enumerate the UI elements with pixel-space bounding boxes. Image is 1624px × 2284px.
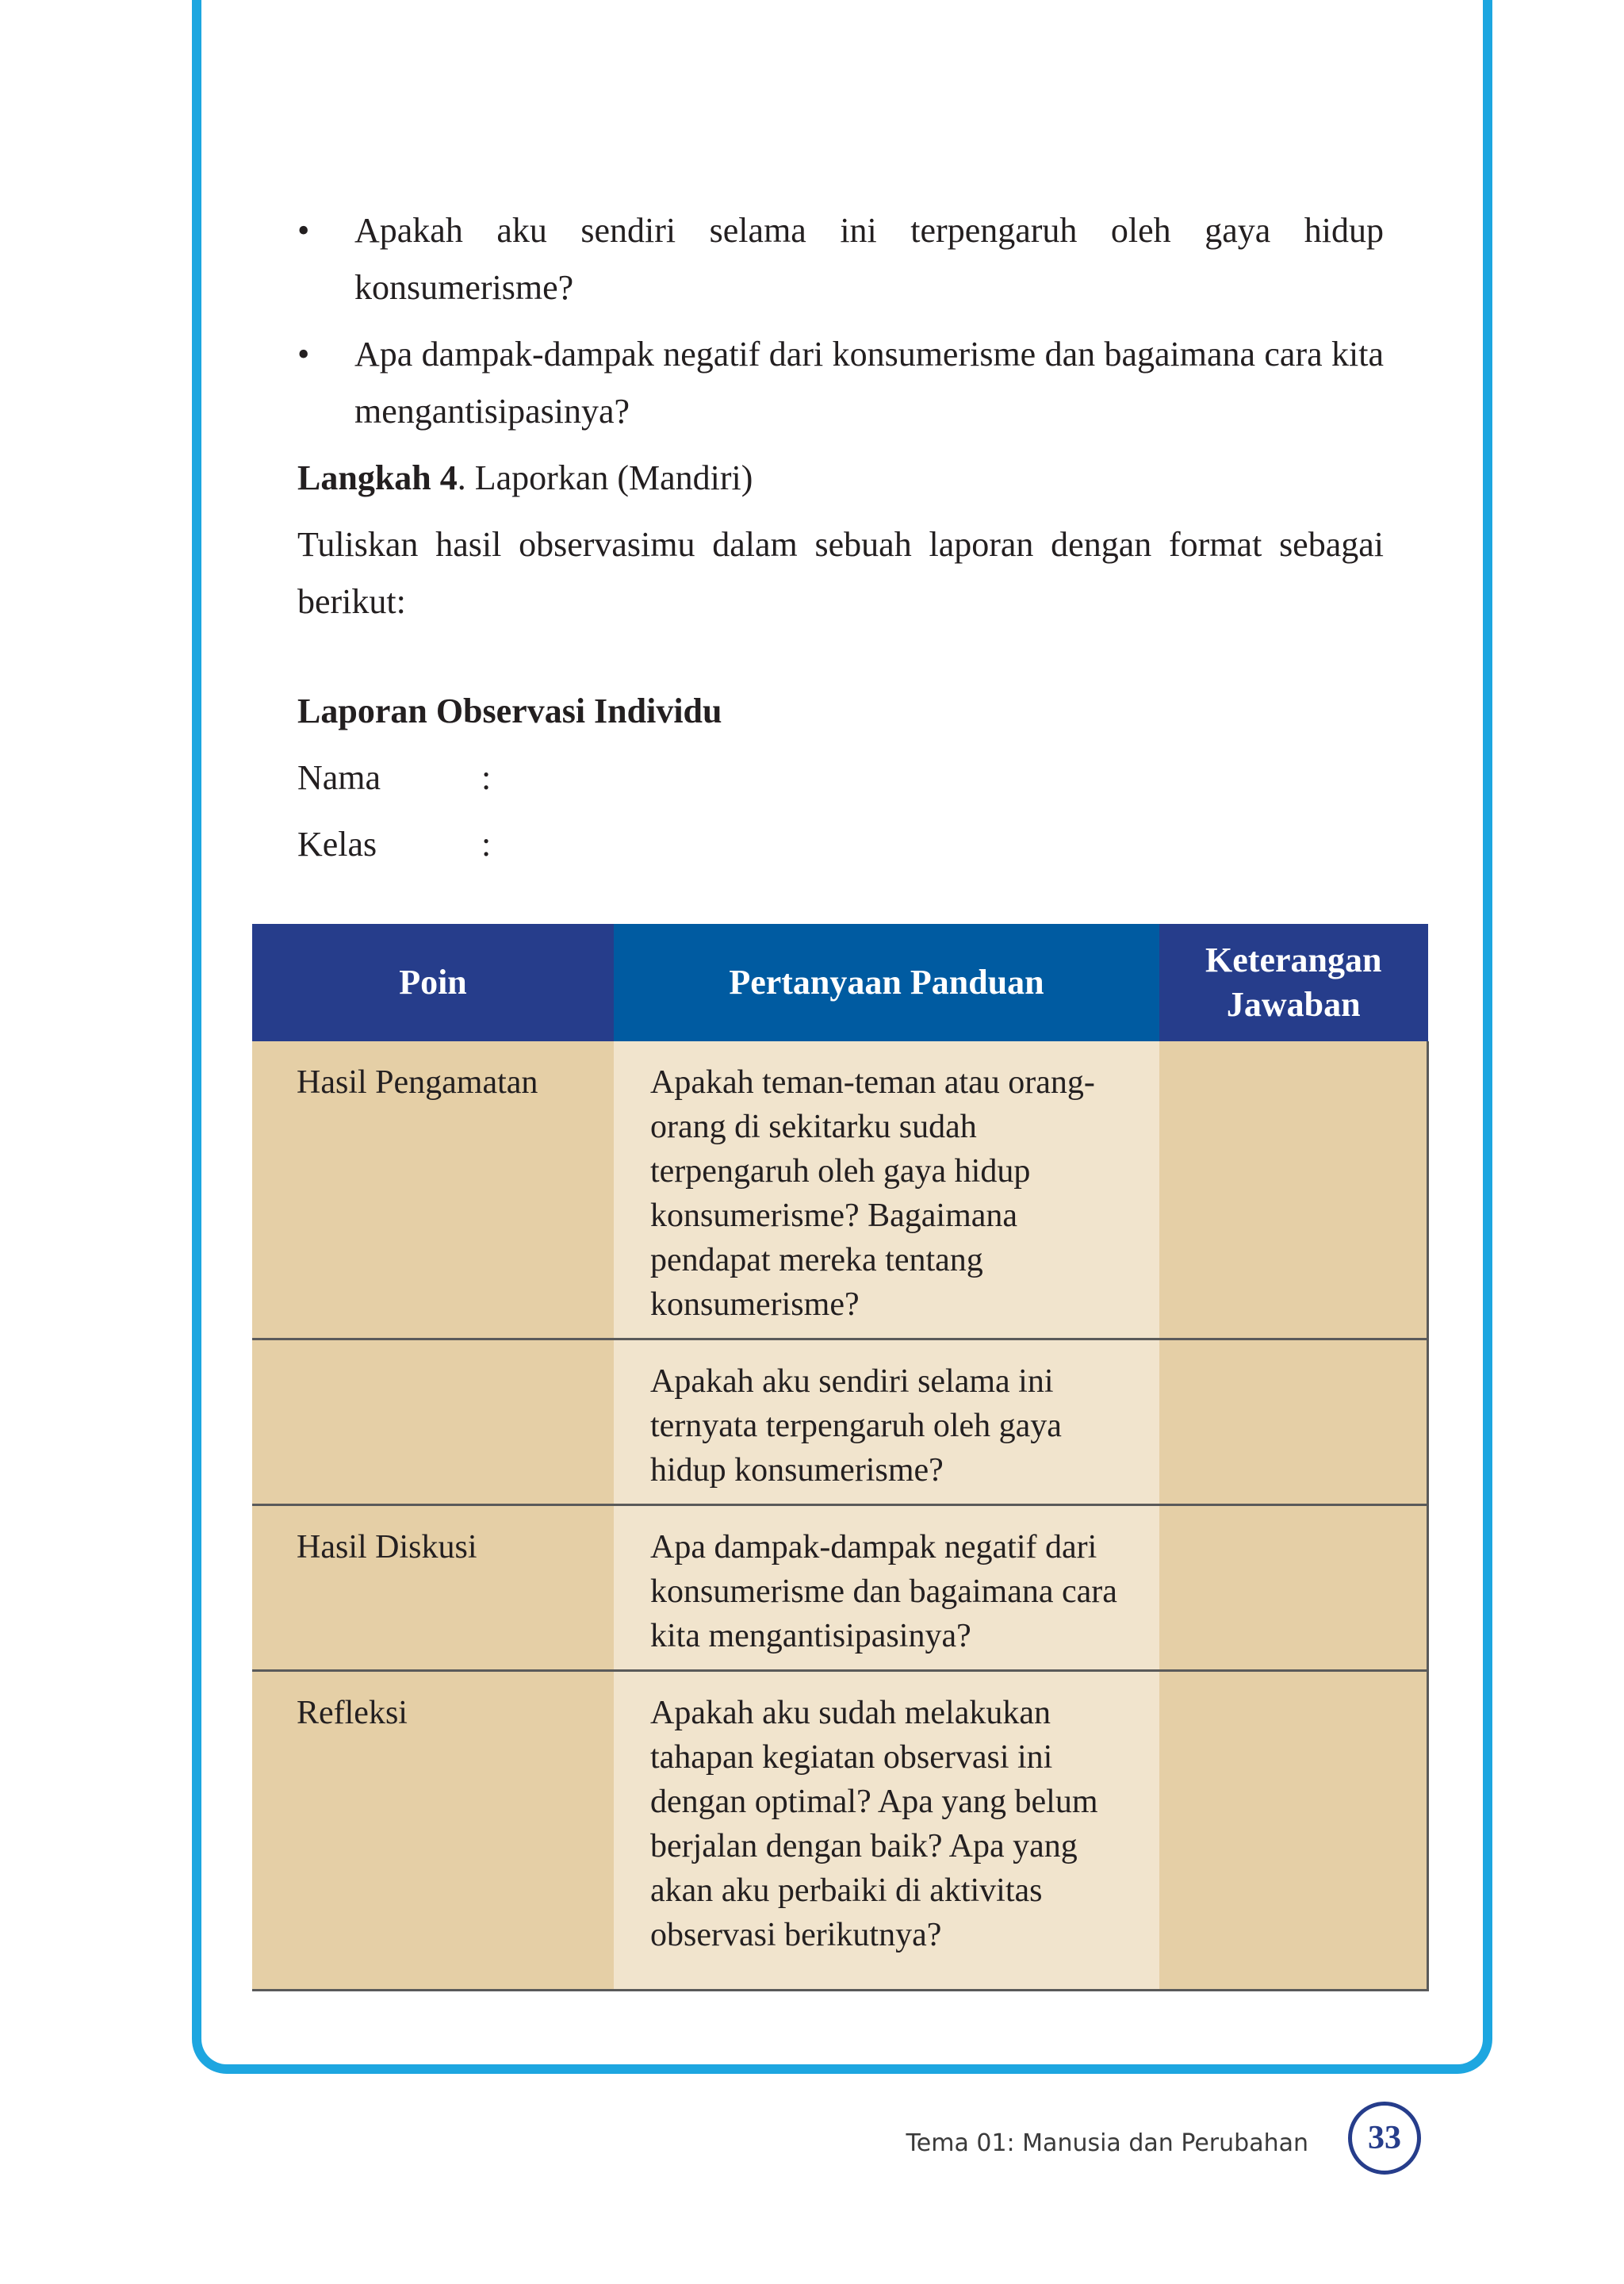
step-heading xyxy=(297,450,1384,507)
class-field xyxy=(297,816,1384,873)
report-title: Laporan Observasi Individu xyxy=(297,692,722,730)
answer-cell[interactable] xyxy=(1159,1339,1428,1505)
instruction-text: Tuliskan hasil observasimu dalam sebuah laporan dengan format sebagai berikut: xyxy=(297,525,1384,621)
page-number: 33 xyxy=(1348,2102,1421,2175)
bullet-dot-icon: • xyxy=(297,211,310,250)
class-field-label: Kelas xyxy=(297,825,377,864)
table-row xyxy=(252,1671,1428,1991)
main-content xyxy=(297,202,1384,883)
header-poin: Poin xyxy=(252,924,614,1041)
table-row xyxy=(252,1339,1428,1505)
name-field xyxy=(297,749,1384,807)
question-cell: Apakah teman-teman atau orang-orang di sekitarku sudah terpengaruh oleh gaya hidup konsumerisme? Bagaimana pendapat mereka tentang konsumerisme? xyxy=(614,1041,1159,1339)
question-cell: Apakah aku sudah melakukan tahapan kegiatan observasi ini dengan optimal? Apa yang belum berjalan dengan baik? Apa yang akan aku perbaiki di aktivitas observasi berikutnya? xyxy=(614,1671,1159,1991)
table-header-row xyxy=(252,924,1428,1041)
bullet-item xyxy=(297,326,1384,440)
footer-theme: Tema 01: Manusia dan Perubahan xyxy=(906,2129,1308,2157)
name-field-label: Nama xyxy=(297,758,381,797)
class-field-separator: : xyxy=(481,825,492,864)
answer-cell[interactable] xyxy=(1159,1671,1428,1991)
poin-cell: Hasil Pengamatan xyxy=(252,1041,614,1339)
step-label: Langkah 4 xyxy=(297,458,458,497)
poin-cell xyxy=(252,1339,614,1505)
answer-cell[interactable] xyxy=(1159,1505,1428,1671)
header-keterangan: Keterangan Jawaban xyxy=(1159,924,1428,1041)
header-pertanyaan: Pertanyaan Panduan xyxy=(614,924,1159,1041)
table-row xyxy=(252,1505,1428,1671)
question-cell: Apa dampak-dampak negatif dari konsumerisme dan bagaimana cara kita mengantisipasinya? xyxy=(614,1505,1159,1671)
bullet-dot-icon: • xyxy=(297,335,310,374)
step-text: . Laporkan (Mandiri) xyxy=(457,458,753,497)
question-cell: Apakah aku sendiri selama ini ternyata terpengaruh oleh gaya hidup konsumerisme? xyxy=(614,1339,1159,1505)
table-row xyxy=(252,1041,1428,1339)
bullet-item xyxy=(297,202,1384,316)
bullet-text: Apakah aku sendiri selama ini terpengaruh oleh gaya hidup konsumerisme? xyxy=(354,211,1384,307)
poin-cell: Refleksi xyxy=(252,1671,614,1991)
poin-cell: Hasil Diskusi xyxy=(252,1505,614,1671)
name-field-separator: : xyxy=(481,758,492,797)
bullet-text: Apa dampak-dampak negatif dari konsumerisme dan bagaimana cara kita mengantisipasinya? xyxy=(354,335,1384,431)
report-table xyxy=(252,924,1429,1991)
answer-cell[interactable] xyxy=(1159,1041,1428,1339)
